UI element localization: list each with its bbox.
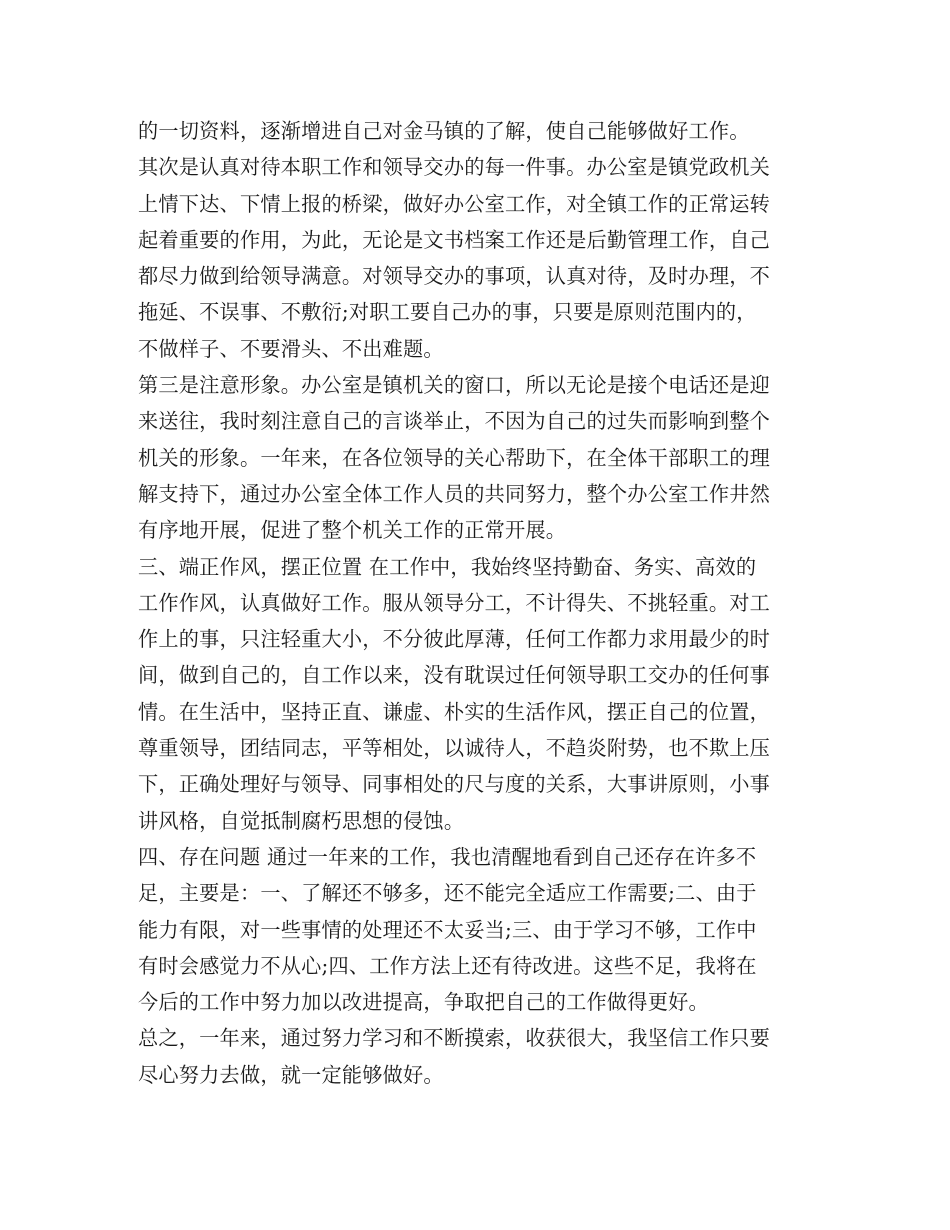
text-line: 情。在生活中，坚持正直、谦虚、朴实的生活作风，摆正自己的位置， [138, 699, 771, 724]
text-line: 总之，一年来，通过努力学习和不断摸索，收获很大，我坚信工作只要 [138, 1026, 771, 1051]
text-line: 工作作风，认真做好工作。服从领导分工，不计得失、不挑轻重。对工 [138, 590, 771, 615]
text-line: 拖延、不误事、不敷衍;对职工要自己办的事，只要是原则范围内的， [138, 300, 757, 325]
text-line: 尊重领导，团结同志，平等相处，以诚待人，不趋炎附势，也不欺上压 [138, 736, 771, 761]
text-line: 作上的事，只注轻重大小，不分彼此厚薄，任何工作都力求用最少的时 [138, 627, 771, 652]
text-line: 足，主要是：一、了解还不够多，还不能完全适应工作需要;二、由于 [138, 881, 757, 906]
text-line: 有时会感觉力不从心;四、工作方法上还有待改进。这些不足，我将在 [138, 953, 757, 978]
text-line: 上情下达、下情上报的桥梁，做好办公室工作，对全镇工作的正常运转 [138, 191, 771, 216]
text-line: 能力有限，对一些事情的处理还不太妥当;三、由于学习不够，工作中 [138, 917, 757, 942]
text-line: 解支持下，通过办公室全体工作人员的共同努力，整个办公室工作井然 [138, 481, 771, 506]
text-line: 尽心努力去做，就一定能够做好。 [138, 1062, 444, 1087]
text-line: 不做样子、不要滑头、不出难题。 [138, 336, 444, 361]
text-line: 的一切资料，逐渐增进自己对金马镇的了解，使自己能够做好工作。 [138, 119, 750, 143]
text-line: 第三是注意形象。办公室是镇机关的窗口，所以无论是接个电话还是迎 [138, 373, 771, 398]
text-line: 今后的工作中努力加以改进提高，争取把自己的工作做得更好。 [138, 990, 709, 1015]
text-line: 机关的形象。一年来，在各位领导的关心帮助下，在全体干部职工的理 [138, 445, 771, 470]
text-line: 间，做到自己的，自工作以来，没有耽误过任何领导职工交办的任何事 [138, 663, 771, 688]
text-line: 有序地开展，促进了整个机关工作的正常开展。 [138, 518, 567, 543]
text-line: 三、端正作风，摆正位置 在工作中，我始终坚持勤奋、务实、高效的 [138, 554, 757, 579]
text-line: 讲风格，自觉抵制腐朽思想的侵蚀。 [138, 808, 465, 833]
document-body [138, 113, 818, 1093]
text-line: 四、存在问题 通过一年来的工作，我也清醒地看到自己还存在许多不 [138, 844, 757, 869]
text-line: 来送往，我时刻注意自己的言谈举止，不因为自己的过失而影响到整个 [138, 409, 771, 434]
text-line: 其次是认真对待本职工作和领导交办的每一件事。办公室是镇党政机关 [138, 155, 771, 180]
text-line: 起着重要的作用，为此，无论是文书档案工作还是后勤管理工作，自己 [138, 227, 771, 252]
text-line: 下，正确处理好与领导、同事相处的尺与度的关系，大事讲原则，小事 [138, 772, 771, 797]
text-line: 都尽力做到给领导满意。对领导交办的事项，认真对待，及时办理，不 [138, 264, 771, 289]
